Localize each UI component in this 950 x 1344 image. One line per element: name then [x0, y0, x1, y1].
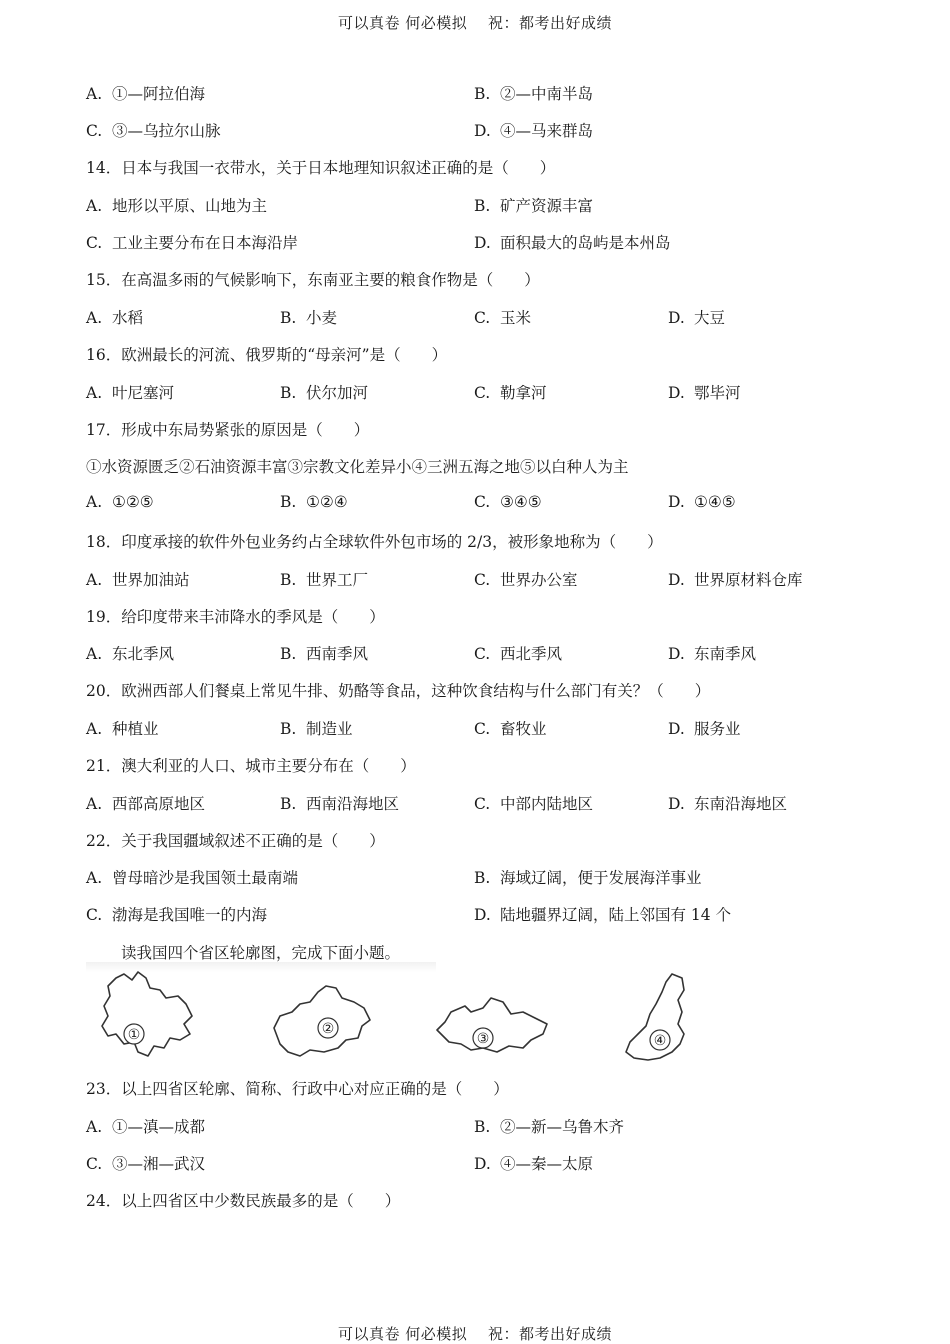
q15-option-a[interactable]: A. 水稻	[86, 309, 144, 327]
q17-option-c[interactable]: C. ③④⑤	[474, 493, 542, 511]
q21-option-a[interactable]: A. 西部高原地区	[86, 795, 206, 813]
q22-option-c[interactable]: C. 渤海是我国唯一的内海	[86, 906, 268, 924]
q19-option-d[interactable]: D. 东南季风	[668, 645, 757, 663]
q14-option-d[interactable]: D. 面积最大的岛屿是本州岛	[474, 234, 671, 252]
q21-option-d[interactable]: D. 东南沿海地区	[668, 795, 788, 813]
q15-option-c[interactable]: C. 玉米	[474, 309, 532, 327]
q21-stem: 21．澳大利亚的人口、城市主要分布在（ ）	[86, 757, 416, 775]
province-outline-maps	[86, 968, 786, 1068]
q23-option-b[interactable]: B. ②—新—乌鲁木齐	[474, 1118, 625, 1136]
q18-stem: 18．印度承接的软件外包业务约占全球软件外包市场的 2/3，被形象地称为（ ）	[86, 533, 663, 551]
q23-option-c[interactable]: C. ③—湘—武汉	[86, 1155, 206, 1173]
map-label-3: ③	[476, 1031, 490, 1047]
q20-option-d[interactable]: D. 服务业	[668, 720, 741, 738]
q13-option-b[interactable]: B. ②—中南半岛	[474, 85, 594, 103]
q17-option-a[interactable]: A. ①②⑤	[86, 493, 154, 511]
page-footer: 可以真卷 何必模拟 祝：都考出好成绩	[337, 1325, 613, 1343]
q19-option-a[interactable]: A. 东北季风	[86, 645, 175, 663]
q16-option-b[interactable]: B. 伏尔加河	[280, 384, 369, 402]
q18-option-a[interactable]: A. 世界加油站	[86, 571, 190, 589]
q19-option-c[interactable]: C. 西北季风	[474, 645, 563, 663]
q20-option-c[interactable]: C. 畜牧业	[474, 720, 547, 738]
q19-stem: 19．给印度带来丰沛降水的季风是（ ）	[86, 608, 385, 626]
q17-statement: ①水资源匮乏②石油资源丰富③宗教文化差异小④三洲五海之地⑤以白种人为主	[86, 458, 629, 476]
q14-stem: 14．日本与我国一衣带水，关于日本地理知识叙述正确的是（ ）	[86, 159, 556, 177]
q18-option-d[interactable]: D. 世界原材料仓库	[668, 571, 803, 589]
q24-stem: 24．以上四省区中少数民族最多的是（ ）	[86, 1192, 401, 1210]
q19-option-b[interactable]: B. 西南季风	[280, 645, 369, 663]
q16-option-a[interactable]: A. 叶尼塞河	[86, 384, 175, 402]
q20-option-a[interactable]: A. 种植业	[86, 720, 159, 738]
q20-option-b[interactable]: B. 制造业	[280, 720, 353, 738]
page-header: 可以真卷 何必模拟 祝：都考出好成绩	[337, 14, 613, 32]
q20-stem: 20．欧洲西部人们餐桌上常见牛排、奶酪等食品，这种饮食结构与什么部门有关？（ ）	[86, 682, 711, 700]
q18-option-c[interactable]: C. 世界办公室	[474, 571, 578, 589]
q16-option-d[interactable]: D. 鄂毕河	[668, 384, 741, 402]
province-map-2	[266, 968, 376, 1064]
q15-option-b[interactable]: B. 小麦	[280, 309, 338, 327]
q23-option-d[interactable]: D. ④—秦—太原	[474, 1155, 594, 1173]
q15-option-d[interactable]: D. 大豆	[668, 309, 726, 327]
q13-option-c[interactable]: C. ③—乌拉尔山脉	[86, 122, 221, 140]
q15-stem: 15．在高温多雨的气候影响下，东南亚主要的粮食作物是（ ）	[86, 271, 540, 289]
q22-option-a[interactable]: A. 曾母暗沙是我国领土最南端	[86, 869, 299, 887]
map-label-1: ①	[127, 1027, 141, 1043]
q14-option-b[interactable]: B. 矿产资源丰富	[474, 197, 594, 215]
province-outline-1	[102, 972, 192, 1056]
province-outline-3	[437, 998, 547, 1052]
q17-option-d[interactable]: D. ①④⑤	[668, 493, 736, 511]
q16-option-c[interactable]: C. 勒拿河	[474, 384, 547, 402]
q17-stem: 17．形成中东局势紧张的原因是（ ）	[86, 421, 370, 439]
q17-option-b[interactable]: B. ①②④	[280, 493, 348, 511]
q23-stem: 23．以上四省区轮廓、简称、行政中心对应正确的是（ ）	[86, 1080, 509, 1098]
reading-prompt: 读我国四个省区轮廓图，完成下面小题。	[121, 944, 401, 962]
q18-option-b[interactable]: B. 世界工厂	[280, 571, 369, 589]
q13-option-d[interactable]: D. ④—马来群岛	[474, 122, 594, 140]
q22-option-b[interactable]: B. 海域辽阔，便于发展海洋事业	[474, 869, 702, 887]
q13-option-a[interactable]: A. ①—阿拉伯海	[86, 85, 206, 103]
province-map-4	[616, 968, 706, 1068]
q21-option-b[interactable]: B. 西南沿海地区	[280, 795, 400, 813]
q16-stem: 16．欧洲最长的河流、俄罗斯的“母亲河”是（ ）	[86, 346, 448, 364]
q23-option-a[interactable]: A. ①—滇—成都	[86, 1118, 206, 1136]
q22-option-d[interactable]: D. 陆地疆界辽阔，陆上邻国有 14 个	[474, 906, 732, 924]
province-map-3	[431, 968, 561, 1064]
q14-option-a[interactable]: A. 地形以平原、山地为主	[86, 197, 268, 215]
q14-option-c[interactable]: C. 工业主要分布在日本海沿岸	[86, 234, 299, 252]
province-map-1	[94, 968, 204, 1064]
map-label-2: ②	[321, 1021, 335, 1037]
q22-stem: 22．关于我国疆域叙述不正确的是（ ）	[86, 832, 385, 850]
q21-option-c[interactable]: C. 中部内陆地区	[474, 795, 594, 813]
map-label-4: ④	[653, 1033, 667, 1049]
